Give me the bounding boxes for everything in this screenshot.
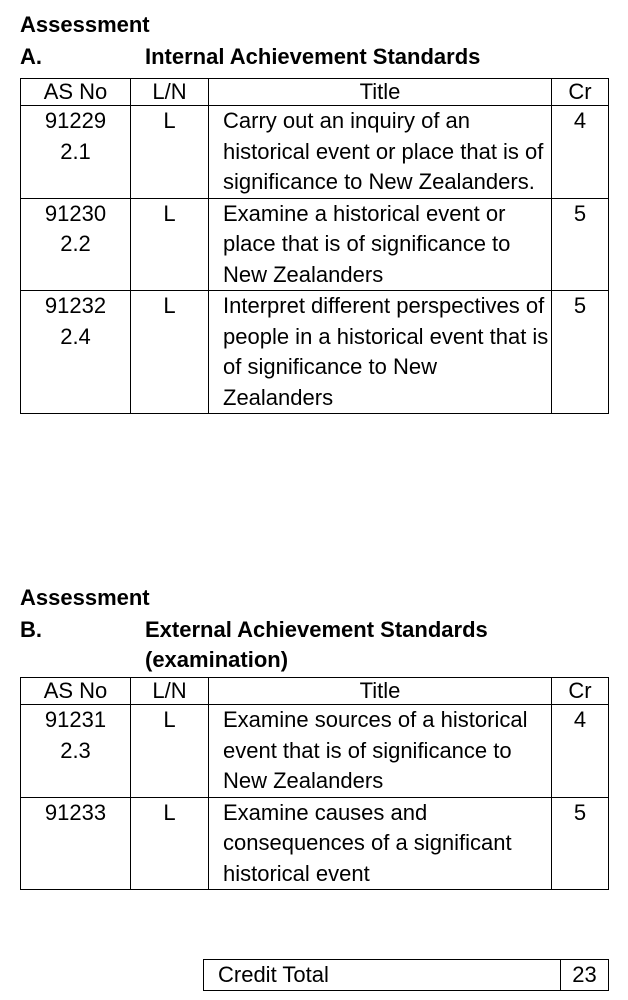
external-standards-table — [20, 677, 609, 890]
as-subcode: 2.4 — [60, 323, 91, 349]
column-header-title: Title — [209, 79, 552, 106]
column-header-ln: L/N — [131, 79, 209, 106]
column-header-as-no: AS No — [21, 678, 131, 705]
column-header-cr: Cr — [552, 678, 609, 705]
column-header-ln: L/N — [131, 678, 209, 705]
credits-cell: 4 — [552, 705, 609, 798]
section-a-letter: A. — [20, 44, 42, 69]
section-a-title: Internal Achievement Standards — [145, 44, 481, 69]
ln-cell: L — [131, 106, 209, 199]
ln-cell: L — [131, 705, 209, 798]
as-code: 91231 — [44, 707, 107, 732]
title-cell: Examine a historical event or place that is of significance to New Zealanders — [209, 198, 552, 291]
title-cell: Carry out an inquiry of an historical event or place that is of significance to New Zealanders. — [209, 106, 552, 199]
table-header-row — [21, 678, 609, 705]
section-b-title: External Achievement Standards — [145, 617, 488, 642]
as-code: 91233 — [44, 799, 107, 825]
as-code: 91230 — [44, 200, 107, 226]
section-a-heading: Assessment — [20, 12, 150, 37]
credits-cell: 5 — [552, 198, 609, 291]
internal-standards-table — [20, 78, 609, 414]
column-header-as-no: AS No — [21, 79, 131, 106]
as-subcode: 2.2 — [60, 231, 91, 256]
section-b-heading: Assessment — [20, 585, 150, 610]
column-header-title: Title — [209, 678, 552, 705]
credit-total-label: Credit Total — [204, 960, 561, 991]
as-subcode: 2.3 — [60, 737, 91, 763]
table-row — [21, 291, 609, 414]
title-cell: Interpret different perspectives of people in a historical event that is of significance to New Zealanders — [209, 291, 552, 414]
as-code: 91232 — [44, 293, 107, 318]
credit-total-table — [203, 959, 609, 991]
table-row — [21, 198, 609, 291]
as-number-cell — [21, 797, 131, 890]
credits-cell: 5 — [552, 797, 609, 890]
table-row — [21, 797, 609, 890]
column-header-cr: Cr — [552, 79, 609, 106]
as-subcode: 2.1 — [60, 138, 91, 164]
table-row — [21, 106, 609, 199]
credits-cell: 5 — [552, 291, 609, 414]
table-row — [21, 705, 609, 798]
ln-cell: L — [131, 291, 209, 414]
section-b-title-continued: (examination) — [145, 647, 289, 672]
ln-cell: L — [131, 797, 209, 890]
ln-cell: L — [131, 198, 209, 291]
as-number-cell — [21, 198, 131, 291]
credit-total-row — [204, 960, 609, 991]
table-header-row — [21, 79, 609, 106]
as-code: 91229 — [44, 108, 107, 133]
title-cell: Examine causes and consequences of a significant historical event — [209, 797, 552, 890]
as-number-cell — [21, 291, 131, 414]
credit-total-value: 23 — [561, 960, 609, 991]
as-number-cell — [21, 705, 131, 798]
title-cell: Examine sources of a historical event that is of significance to New Zealanders — [209, 705, 552, 798]
as-number-cell — [21, 106, 131, 199]
credits-cell: 4 — [552, 106, 609, 199]
section-b-letter: B. — [20, 617, 42, 642]
